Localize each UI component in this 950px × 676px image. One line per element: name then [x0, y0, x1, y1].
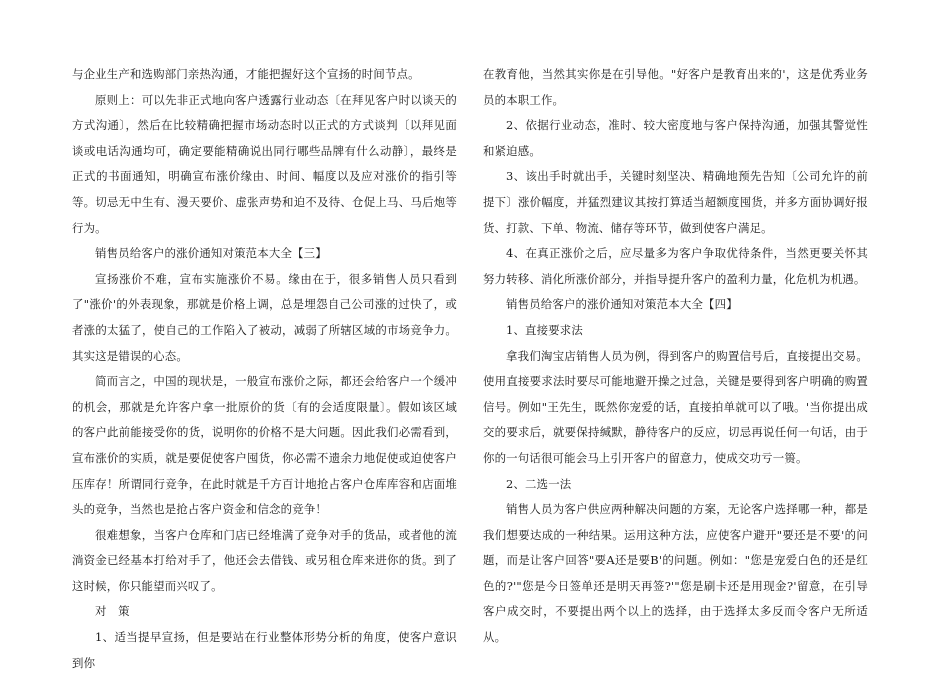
- paragraph: 原则上：可以先非正式地向客户透露行业动态〔在拜见客户时以谈天的方式沟通〕，然后在比较精确把握市场动态时以正式的方式谈判〔以拜见面谈或电话沟通均可，确定要能精确说出同行哪些品牌有什么动静〕，最终是正式的书面通知，明确宣布涨价缘由、时间、幅度以及应对涨价的指引等等。切忌无中生有、漫天要价、虚张声势和迫不及待、仓促上马、马后炮等行为。: [72, 92, 457, 235]
- paragraph: 2、二选一法: [506, 476, 572, 491]
- paragraph: 宣扬涨价不难，宣布实施涨价不易。缘由在于，很多销售人员只看到了"涨价'的外表现象，那就是价格上调，总是埋怨自己公司涨的过快了，或者涨的太猛了，使自己的工作陷入了被动，减弱了所辖区域的市场竞争力。其实这是错误的心态。: [72, 271, 457, 363]
- paragraph: 很难想象，当客户仓库和门店已经堆满了竞争对手的货品，或者他的流淌资金已经基本打给对手了，他还会去借钱、或另租仓库来进你的货。到了这时候，你只能望而兴叹了。: [72, 527, 457, 593]
- paragraph: 在教育他，当然其实你是在引导他。"好客户是教育出来的'，这是优秀业务员的本职工作。: [483, 67, 868, 107]
- paragraph: 对 策: [95, 604, 130, 619]
- paragraph: 拿我们淘宝店销售人员为例，得到客户的购置信号后，直接提出交易。使用直接要求法时要尽可能地避开操之过急，关键是要得到客户明确的购置信号。例如"王先生，既然你宠爱的话，直接拍单就可以了哦。'当你提出成交的要求后，就要保持缄默，静待客户的反应，切忌再说任何一句话，由于你的一句话很可能会马上引开客户的留意力，使成交功亏一篑。: [483, 348, 868, 465]
- paragraph: 4、在真正涨价之后，应尽量多为客户争取优待条件，当然更要关怀其努力转移、消化所涨价部分，并指导提升客户的盈利力量，化危机为机遇。: [483, 246, 868, 286]
- paragraph: 销售员给客户的涨价通知对策范本大全【三】: [95, 246, 327, 261]
- left-column: [72, 62, 457, 676]
- paragraph: 销售人员为客户供应两种解决问题的方案，无论客户选择哪一种，都是我们想要达成的一种结果。运用这种方法，应使客户避开"要还是不要'的问题，而是让客户回答"要A还是要B'的问题。例如："您是宠爱白色的还是红色的?'"您是今日签单还是明天再签?'"您是刷卡还是用现金?'留意，在引导客户成交时，不要提出两个以上的选择，由于选择太多反而令客户无所适从。: [483, 502, 868, 645]
- paragraph: 简而言之，中国的现状是，一般宣布涨价之际，都还会给客户一个缓冲的机会，那就是允许客户拿一批原价的货〔有的会适度限量〕。假如该区域的客户此前能接受你的货，说明你的价格不是大问题。因此我们必需看到，宣布涨价的实质，就是要促使客户囤货，你必需不遗余力地促使或迫使客户压库存！所谓同行竞争，在此时就是千方百计地抢占客户仓库库容和店面堆头的竞争，当然也是抢占客户资金和信念的竞争！: [72, 374, 457, 517]
- paragraph: 1、适当提早宣扬，但是要站在行业整体形势分析的角度，使客户意识到你: [72, 630, 457, 670]
- right-column: [483, 62, 868, 651]
- paragraph: 3、该出手时就出手，关键时刻坚决、精确地预先告知〔公司允许的前提下〕涨价幅度，并猛烈建议其按打算适当超额度囤货，并多方面协调好报货、打款、下单、物流、储存等环节，做到使客户满足。: [483, 169, 868, 235]
- paragraph: 与企业生产和选购部门亲热沟通，才能把握好这个宣扬的时间节点。: [72, 67, 420, 81]
- paragraph: 1、直接要求法: [506, 322, 583, 337]
- paragraph: 销售员给客户的涨价通知对策范本大全【四】: [506, 297, 738, 312]
- paragraph: 2、依据行业动态，准时、较大密度地与客户保持沟通，加强其警觉性和紧迫感。: [483, 118, 868, 158]
